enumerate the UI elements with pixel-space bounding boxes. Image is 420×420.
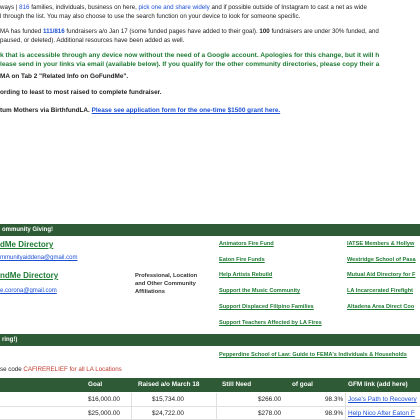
col-divider <box>345 393 346 420</box>
intro-line-1 <box>0 4 367 12</box>
link-altadena-area-direct[interactable]: Altadena Area Direct Coo <box>347 304 415 310</box>
second-section-bar <box>0 334 420 346</box>
instruction-line-1: MA on Tab 2 "Related Info on GoFundMe". <box>0 73 129 80</box>
link-support-teachers[interactable]: Support Teachers Affected by LA Fires <box>219 320 322 326</box>
second-section-title: ring!) <box>2 337 18 343</box>
intro-text: and if possible outside of Instagram to cast a net as wide <box>209 4 367 11</box>
fundraiser-table-header <box>0 378 420 392</box>
cell-still-need: $278.00 <box>258 410 282 417</box>
col-goal: Goal <box>88 381 103 388</box>
notice-line-1: k that is accessible through any device now without the need of a Google account. Apologies for this change, but it will h <box>0 52 380 59</box>
intro-text: tum Mothers via BirthfundLA. <box>0 107 92 114</box>
birthfund-line <box>0 107 280 115</box>
cell-gfm-link[interactable]: Jose's Path to Recovery <box>348 396 417 403</box>
intro-line-2: l through the list. You may also choose to use the search function on your device to look for someone specific. <box>0 13 301 20</box>
directory-title-2[interactable]: ndMe Directory <box>0 271 59 280</box>
cell-raised: $15,734.00 <box>152 396 184 403</box>
col-raised: Raised a/o March 18 <box>138 381 200 388</box>
intro-text: ways | <box>0 4 20 11</box>
link-eaton-fire-funds[interactable]: Eaton Fire Funds <box>219 257 265 263</box>
col-divider <box>131 393 132 420</box>
family-count: 816 <box>19 4 30 11</box>
link-support-music-community[interactable]: Support the Music Community <box>219 288 301 294</box>
col-gfm-link: GFM link (add here) <box>348 381 408 388</box>
directory-email-2[interactable]: e.corona@gmail.com <box>0 288 57 294</box>
intro-text: MA has funded <box>0 28 43 35</box>
intro-line-3 <box>0 28 379 36</box>
promo-code-line <box>0 366 122 373</box>
link-la-incarcerated-firefighters[interactable]: LA Incarcerated Firefight <box>347 288 413 294</box>
intro-text: families, individuals, business on here, <box>29 4 139 11</box>
notice-line-2: lease send in your links via email (available below). If you qualify for the other community directories, please copy their a <box>0 61 380 68</box>
directory-title-1[interactable]: dMe Directory <box>0 240 54 249</box>
promo-text: se code <box>0 366 24 373</box>
link-mutual-aid-directory[interactable]: Mutual Aid Directory for F <box>347 272 416 278</box>
directory-email-1[interactable]: mmunityaiddena@gmail.com <box>0 255 78 261</box>
promo-code: CAFIRERELIEF for all LA Locations <box>23 366 122 373</box>
row-divider <box>0 406 420 407</box>
link-help-artists-rebuild[interactable]: Help Artists Rebuild <box>219 272 273 278</box>
cell-goal: $25,000.00 <box>88 410 120 417</box>
intro-text: fundraisers a/o Jan 17 (some funded pages have added to their goal). <box>64 28 260 35</box>
table-row <box>0 393 420 406</box>
col-divider <box>216 393 217 420</box>
community-giving-bar <box>0 224 420 236</box>
link-support-filipino-families[interactable]: Support Displaced Filipino Families <box>219 304 314 310</box>
cell-goal: $16,000.00 <box>88 396 120 403</box>
col-of-goal: of goal <box>292 381 313 388</box>
cell-raised: $24,722.00 <box>152 410 184 417</box>
intro-line-4: paused, or deleted). Additional resources have been added as well. <box>0 37 185 44</box>
cell-of-goal: 98.3% <box>325 396 344 403</box>
link-pepperdine-fema-guide[interactable]: Pepperdine School of Law: Guide to FEMA's Individuals & Households <box>219 352 407 358</box>
pick-one-highlight: pick one and share widely <box>138 4 210 11</box>
community-giving-title: ommunity Giving! <box>2 227 53 233</box>
affiliations-label: Professional, Location and Other Community Affiliations <box>135 273 198 295</box>
grant-application-link[interactable]: Please see application form for the one-time $1500 grant here. <box>91 107 281 114</box>
col-still-need: Still Need <box>222 381 252 388</box>
instruction-line-2: ording to least to most raised to complete fundraiser. <box>0 89 162 96</box>
intro-text: fundraisers are under 30% funded, and <box>269 28 379 35</box>
under-funded-count: 100 <box>259 28 270 35</box>
funded-count: 111/816 <box>43 28 65 35</box>
link-iatse-members[interactable]: IATSE Members & Hollyw <box>347 241 415 247</box>
link-westridge-school[interactable]: Westridge School of Pasa <box>347 257 416 263</box>
cell-still-need: $266.00 <box>258 396 282 403</box>
cell-gfm-link[interactable]: Help Nico After Eaton F <box>348 410 415 417</box>
link-animators-fire-fund[interactable]: Animators Fire Fund <box>219 241 274 247</box>
cell-of-goal: 98.9% <box>325 410 344 417</box>
